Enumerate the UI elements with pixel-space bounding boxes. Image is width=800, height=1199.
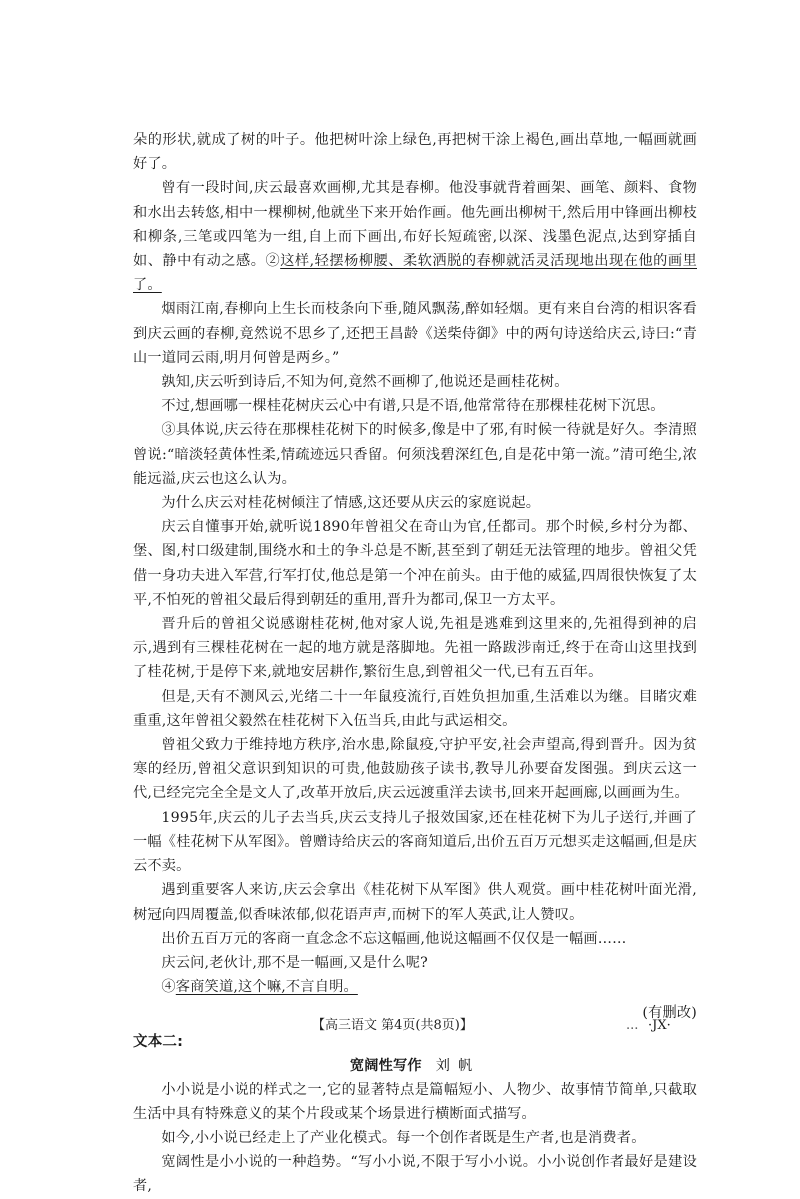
question-2-label: ② (265, 253, 281, 270)
article-author: 刘帆 (435, 1057, 481, 1074)
article-title-line (133, 1054, 697, 1078)
text2-body (133, 1030, 697, 1199)
article-title: 宽阔性写作 (349, 1057, 422, 1074)
paragraph-12: 遇到重要客人来访,庆云会拿出《桂花树下从军图》供人观赏。画中桂花树叶面光滑,树冠向四周覆盖,似香味浓郁,似花语声声,而树下的军人英武,让人赞叹。 (133, 882, 697, 923)
footer-page-info: 【高三语文 第4页(共8页)】 (312, 1018, 473, 1033)
footer-mark: ·JX· (648, 1018, 671, 1033)
paragraph-1-text: 曾有一段时间,庆云最喜欢画柳,尤其是春柳。他没事就背着画架、画笔、颜料、食物和水出去转悠,相中一棵柳树,他就坐下来开始作画。他先画出柳树干,然后用中锋画出柳枝和柳条,三笔或四笔为一组,自上而下画出,布好长短疏密,以深、浅墨色泥点,达到穿插自如、静中有动之感。 (133, 180, 697, 270)
paragraph-14: 庆云问,老伙计,那不是一幅画,又是什么呢? (161, 954, 428, 971)
paragraph-9: 但是,天有不测风云,光绪二十一年鼠疫流行,百姓负担加重,生活难以为继。目睹灾难重重,这年曾祖父毅然在桂花树下入伍当兵,由此与武运相交。 (133, 688, 697, 729)
text2-paragraph-1: 如今,小小说已经走上了产业化模式。每一个创作者既是生产者,也是消费者。 (161, 1129, 646, 1146)
paragraph-0: 朵的形状,就成了树的叶子。他把树叶涂上绿色,再把树干涂上褐色,画出草地,一幅画就画好了。 (133, 132, 697, 173)
paragraph-2: 烟雨江南,春柳向上生长而枝条向下垂,随风飘荡,醉如轻烟。更有来自台湾的相识客看到庆云画的春柳,竟然说不思乡了,还把王昌龄《送柴侍御》中的两句诗送给庆云,诗曰:“青山一道同云雨,明月何曾是两乡。” (133, 301, 697, 366)
paragraph-4: 不过,想画哪一棵桂花树庆云心中有谱,只是不语,他常常待在那棵桂花树下沉思。 (161, 398, 665, 415)
page-content (133, 128, 697, 1199)
paragraph-6: 为什么庆云对桂花树倾注了情感,这还要从庆云的家庭说起。 (161, 495, 541, 512)
paragraph-5: ③具体说,庆云待在那棵桂花树下的时候多,像是中了邪,有时候一待就是好久。李清照曾说:“暗淡轻黄体性柔,情疏迹远只香留。何须浅碧深红色,自是花中第一流。”清可绝尘,浓能远溢,庆云也这么认为。 (133, 422, 697, 487)
text1-body (133, 128, 697, 1026)
paragraph-10: 曾祖父致力于维持地方秩序,治水患,除鼠疫,守护平安,社会声望高,得到晋升。因为贫寒的经历,曾祖父意识到知识的可贵,他鼓励孩子读书,教导儿孙要奋发图强。到庆云这一代,已经完完全全是文人了,改革开放后,庆云远渡重洋去读书,回来开起画廊,以画画为生。 (133, 737, 697, 802)
paragraph-11: 1995年,庆云的儿子去当兵,庆云支持儿子报效国家,还在桂花树下为儿子送行,并画了一幅《桂花树下从军图》。曾赠诗给庆云的客商知道后,出价五百万元想买走这幅画,但是庆云不卖。 (133, 809, 697, 875)
paragraph-1 (133, 176, 697, 297)
source-note: (有删改) (642, 1005, 697, 1022)
paragraph-8: 晋升后的曾祖父说感谢桂花树,他对家人说,先祖是逃难到这里来的,先祖得到神的启示,遇到有三棵桂花树在一起的地方就是落脚地。先祖一路跋涉南迁,终于在奇山这里找到了桂花树,于是停下来,就地安居耕作,繁衍生息,到曾祖父一代,已有五百年。 (133, 616, 697, 681)
paragraph-3: 孰知,庆云听到诗后,不知为何,竟然不画柳了,他说还是画桂花树。 (161, 374, 569, 391)
footer-ellipsis: ... (626, 1018, 639, 1033)
section-heading: 文本二: (133, 1033, 184, 1050)
underlined-sentence-2: 这样,轻摆杨柳腰、柔软洒脱的春柳就活灵活现地出现在他的画里了。 (133, 253, 697, 294)
paragraph-13: 出价五百万元的客商一直念念不忘这幅画,他说这幅画不仅仅是一幅画…… (161, 930, 627, 947)
question-4-label: ④ (161, 979, 176, 996)
paragraph-15 (133, 975, 697, 999)
paragraph-7: 庆云自懂事开始,就听说1890年曾祖父在奇山为官,任都司。那个时候,乡村分为都、堡、图,村口级建制,围绕水和土的争斗总是不断,甚至到了朝廷无法管理的地步。曾祖父凭借一身功夫进入军营,行军打仗,他总是第一个冲在前头。由于他的威猛,四周很快恢复了太平,不怕死的曾祖父最后得到朝廷的重用,晋升为都司,保卫一方太平。 (133, 519, 697, 608)
underlined-sentence-4: 客商笑道,这个嘛,不言自明。 (175, 979, 358, 996)
text2-paragraph-0: 小小说是小说的样式之一,它的显著特点是篇幅短小、人物少、故事情节简单,只截取生活中具有特殊意义的某个片段或某个场景进行横断面式描写。 (133, 1081, 697, 1122)
text2-paragraph-2: 宽阔性是小小说的一种趋势。“写小小说,不限于写小小说。小小说创作者最好是建设者, (133, 1154, 697, 1195)
